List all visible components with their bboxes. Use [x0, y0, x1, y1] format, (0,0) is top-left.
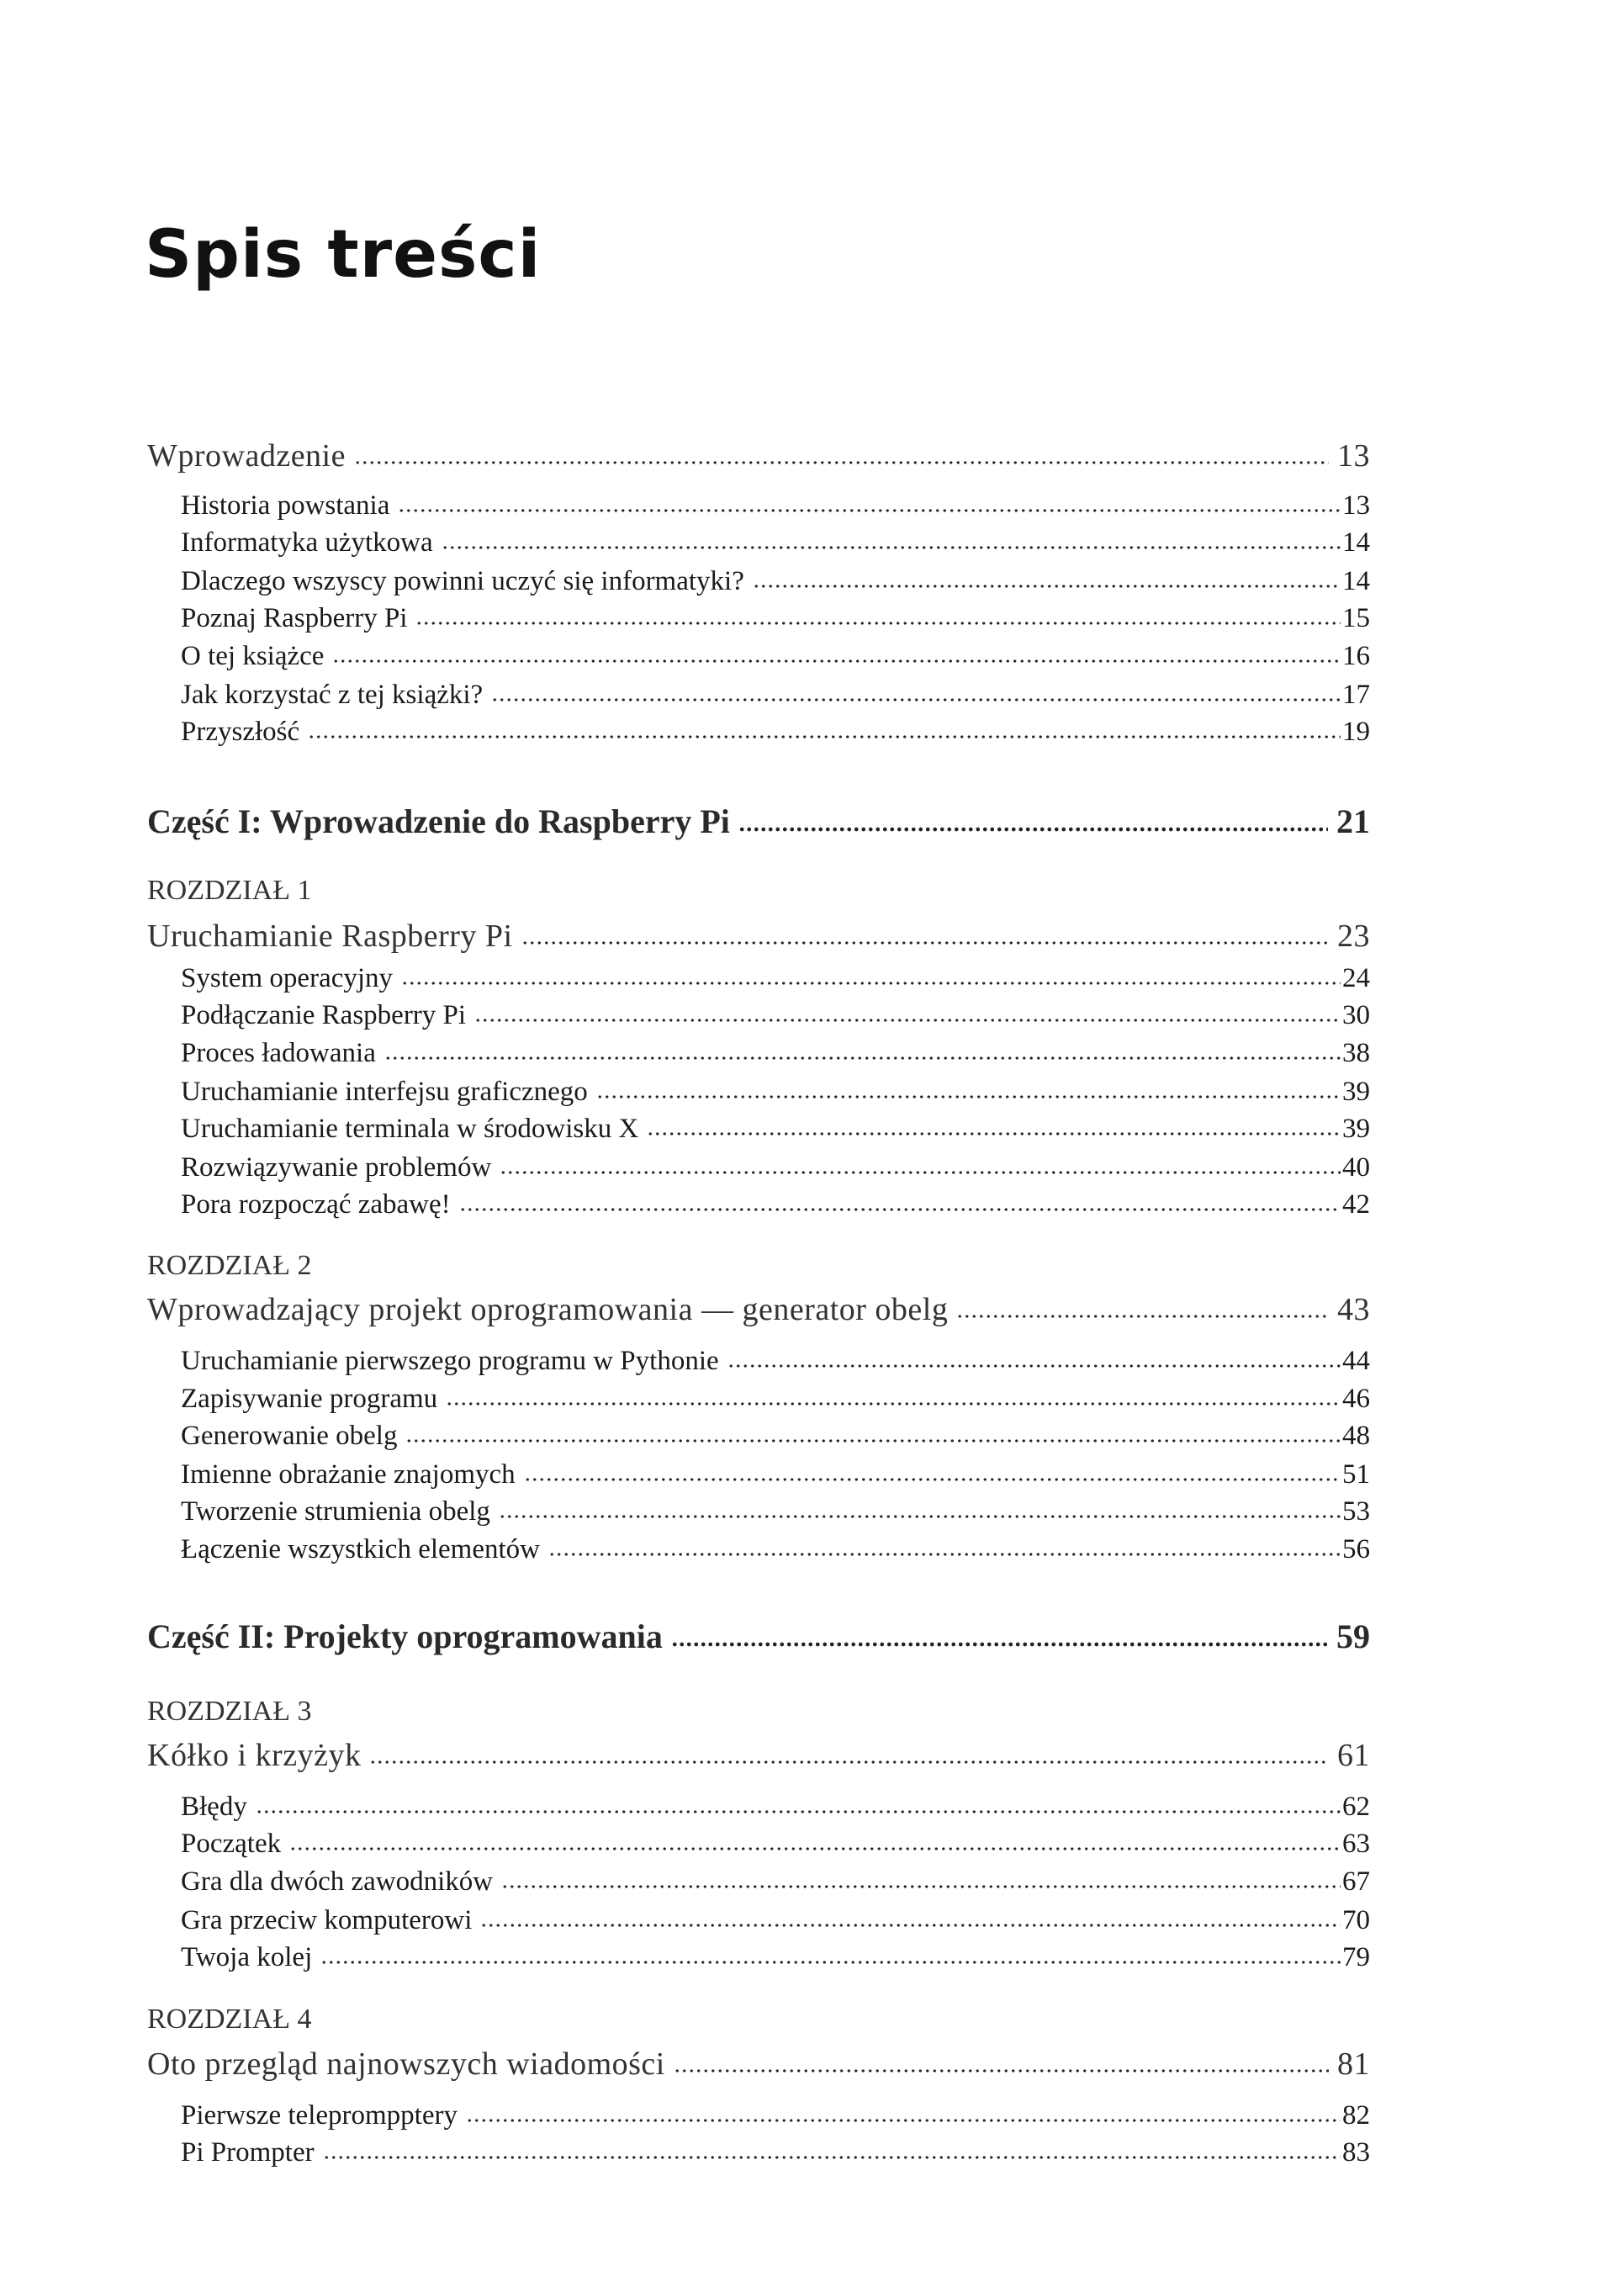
page-number: 83: [1342, 2137, 1370, 2168]
toc-entry-sub: [181, 1866, 1370, 1903]
dot-leader: [405, 1436, 1341, 1444]
entry-title: Historia powstania: [181, 490, 390, 521]
toc-entry-sub: [181, 490, 1370, 527]
entry-title: Uruchamianie interfejsu graficznego: [181, 1077, 588, 1107]
entry-title: Łączenie wszystkich elementów: [181, 1534, 540, 1564]
toc-entry-sub: [181, 1114, 1370, 1151]
dot-leader: [401, 978, 1341, 987]
toc-entry-sub: [181, 566, 1370, 603]
toc-entry-chap: [147, 2046, 1370, 2088]
page-title: Spis treści: [145, 217, 542, 293]
page-number: 16: [1342, 641, 1370, 671]
toc-entry-sub: [181, 1829, 1370, 1866]
toc-entry-sub: [181, 963, 1370, 1000]
dot-leader: [398, 506, 1341, 514]
page-number: 46: [1342, 1384, 1370, 1414]
toc-entry-sub: [181, 1905, 1370, 1942]
page-number: 39: [1342, 1114, 1370, 1144]
toc-entry-sub: [181, 1534, 1370, 1571]
page-number: 39: [1342, 1077, 1370, 1107]
page-number: 62: [1342, 1792, 1370, 1822]
page-number: 21: [1336, 802, 1370, 840]
dot-leader: [446, 1399, 1341, 1407]
dot-leader: [548, 1549, 1341, 1558]
entry-title: Podłączanie Raspberry Pi: [181, 1000, 467, 1030]
entry-title: Uruchamianie pierwszego programu w Pythonie: [181, 1346, 719, 1376]
dot-leader: [524, 1474, 1341, 1483]
entry-title: Przyszłość: [181, 717, 300, 747]
dot-leader: [320, 1957, 1341, 1966]
entry-title: Pi Prompter: [181, 2137, 315, 2168]
dot-leader: [354, 458, 1329, 466]
toc-entry-label: [147, 1250, 1370, 1289]
entry-title: Zapisywanie programu: [181, 1384, 438, 1414]
dot-leader: [474, 1015, 1341, 1024]
dot-leader: [289, 1844, 1341, 1852]
entry-title: Pora rozpocząć zabawę!: [181, 1189, 451, 1220]
entry-title: Dlaczego wszyscy powinni uczyć się informatyki?: [181, 566, 744, 596]
page-number: 48: [1342, 1421, 1370, 1451]
toc-entry-sub: [181, 1459, 1370, 1496]
page-number: 40: [1342, 1152, 1370, 1183]
entry-title: ROZDZIAŁ 4: [147, 2004, 312, 2035]
dot-leader: [671, 1639, 1328, 1648]
toc-entry-label: [147, 875, 1370, 913]
entry-title: Część I: Wprowadzenie do Raspberry Pi: [147, 802, 730, 840]
entry-title: Jak korzystać z tej książki?: [181, 680, 484, 710]
page-number: 51: [1342, 1459, 1370, 1490]
toc-entry-sub: [181, 1384, 1370, 1421]
page-number: 82: [1342, 2100, 1370, 2131]
dot-leader: [323, 2152, 1341, 2161]
toc-entry-chap: [147, 1291, 1370, 1333]
page-number: 59: [1336, 1617, 1370, 1655]
dot-leader: [501, 1882, 1341, 1890]
entry-title: Gra dla dwóch zawodników: [181, 1866, 494, 1897]
page-number: 14: [1342, 527, 1370, 558]
toc-entry-sub: [181, 1152, 1370, 1189]
toc-entry-sub: [181, 1000, 1370, 1037]
dot-leader: [308, 732, 1341, 740]
entry-title: Pierwsze teleprompptery: [181, 2100, 458, 2131]
dot-leader: [727, 1361, 1341, 1369]
entry-title: Rozwiązywanie problemów: [181, 1152, 492, 1183]
toc-entry-sub: [181, 1077, 1370, 1114]
entry-title: Uruchamianie Raspberry Pi: [147, 919, 513, 954]
page-number: 70: [1342, 1905, 1370, 1935]
page-number: 61: [1337, 1738, 1370, 1773]
entry-title: Wprowadzenie: [147, 438, 346, 474]
page-number: 19: [1342, 717, 1370, 747]
entry-title: ROZDZIAŁ 1: [147, 875, 312, 906]
toc-entry-sub: [181, 1421, 1370, 1458]
toc-entry-part: [147, 1617, 1370, 1660]
page-number: 44: [1342, 1346, 1370, 1376]
entry-title: ROZDZIAŁ 2: [147, 1250, 312, 1281]
dot-leader: [480, 1920, 1341, 1929]
dot-leader: [647, 1129, 1341, 1137]
page-number: 15: [1342, 603, 1370, 633]
entry-title: Imienne obrażanie znajomych: [181, 1459, 516, 1490]
page-number: 79: [1342, 1942, 1370, 1972]
entry-title: O tej książce: [181, 641, 325, 671]
toc-entry-sub: [181, 603, 1370, 640]
toc-entry-label: [147, 2004, 1370, 2042]
dot-leader: [674, 2066, 1329, 2074]
page-number: 24: [1342, 963, 1370, 993]
dot-leader: [466, 2115, 1341, 2124]
entry-title: Tworzenie strumienia obelg: [181, 1496, 490, 1527]
entry-title: Gra przeciw komputerowi: [181, 1905, 473, 1935]
dot-leader: [384, 1053, 1341, 1061]
page-number: 14: [1342, 566, 1370, 596]
toc-entry-sub: [181, 1942, 1370, 1979]
toc-entry-chap: [147, 918, 1370, 960]
dot-leader: [499, 1511, 1341, 1520]
toc-entry-sub: [181, 1496, 1370, 1533]
page-number: 56: [1342, 1534, 1370, 1564]
toc-entry-sub: [181, 1346, 1370, 1383]
page-number: 17: [1342, 680, 1370, 710]
page-number: 30: [1342, 1000, 1370, 1030]
dot-leader: [332, 656, 1341, 664]
toc-entry-sub: [181, 2137, 1370, 2174]
toc-entry-sub: [181, 641, 1370, 678]
toc-entry-sub: [181, 1792, 1370, 1829]
page-number: 53: [1342, 1496, 1370, 1527]
dot-leader: [442, 543, 1341, 551]
toc-entry-part: [147, 802, 1370, 845]
entry-title: Proces ładowania: [181, 1038, 376, 1068]
page-number: 81: [1337, 2046, 1370, 2082]
entry-title: Kółko i krzyżyk: [147, 1738, 362, 1773]
toc-entry-sub: [181, 680, 1370, 717]
entry-title: Wprowadzający projekt oprogramowania — generator obelg: [147, 1292, 949, 1327]
entry-title: Generowanie obelg: [181, 1421, 398, 1451]
entry-title: System operacyjny: [181, 963, 394, 993]
page-number: 13: [1342, 490, 1370, 521]
dot-leader: [596, 1092, 1341, 1100]
entry-title: Początek: [181, 1829, 282, 1859]
dot-leader: [459, 1204, 1341, 1213]
dot-leader: [738, 824, 1328, 833]
dot-leader: [369, 1757, 1329, 1766]
dot-leader: [521, 938, 1329, 946]
page-number: 63: [1342, 1829, 1370, 1859]
dot-leader: [956, 1311, 1329, 1320]
toc-entry-label: [147, 1696, 1370, 1734]
page-number: 43: [1337, 1292, 1370, 1327]
page-number: 38: [1342, 1038, 1370, 1068]
dot-leader: [415, 618, 1341, 627]
dot-leader: [491, 695, 1341, 703]
entry-title: Uruchamianie terminala w środowisku X: [181, 1114, 639, 1144]
dot-leader: [753, 581, 1341, 590]
entry-title: Informatyka użytkowa: [181, 527, 433, 558]
toc-entry-sub: [181, 717, 1370, 754]
toc-entry-sub: [181, 527, 1370, 564]
entry-title: Oto przegląd najnowszych wiadomości: [147, 2046, 665, 2082]
entry-title: ROZDZIAŁ 3: [147, 1696, 312, 1727]
toc-entry-chap: [147, 1737, 1370, 1779]
page-number: 67: [1342, 1866, 1370, 1897]
entry-title: Błędy: [181, 1792, 247, 1822]
entry-title: Część II: Projekty oprogramowania: [147, 1617, 663, 1655]
entry-title: Twoja kolej: [181, 1942, 313, 1972]
toc-entry-sub: [181, 1189, 1370, 1226]
page-number: 23: [1337, 919, 1370, 954]
dot-leader: [256, 1807, 1341, 1815]
toc-entry-sub: [181, 1038, 1370, 1075]
page-number: 13: [1337, 438, 1370, 474]
dot-leader: [500, 1167, 1341, 1176]
toc-entry-intro: [147, 437, 1370, 479]
page-number: 42: [1342, 1189, 1370, 1220]
toc-entry-sub: [181, 2100, 1370, 2137]
entry-title: Poznaj Raspberry Pi: [181, 603, 408, 633]
